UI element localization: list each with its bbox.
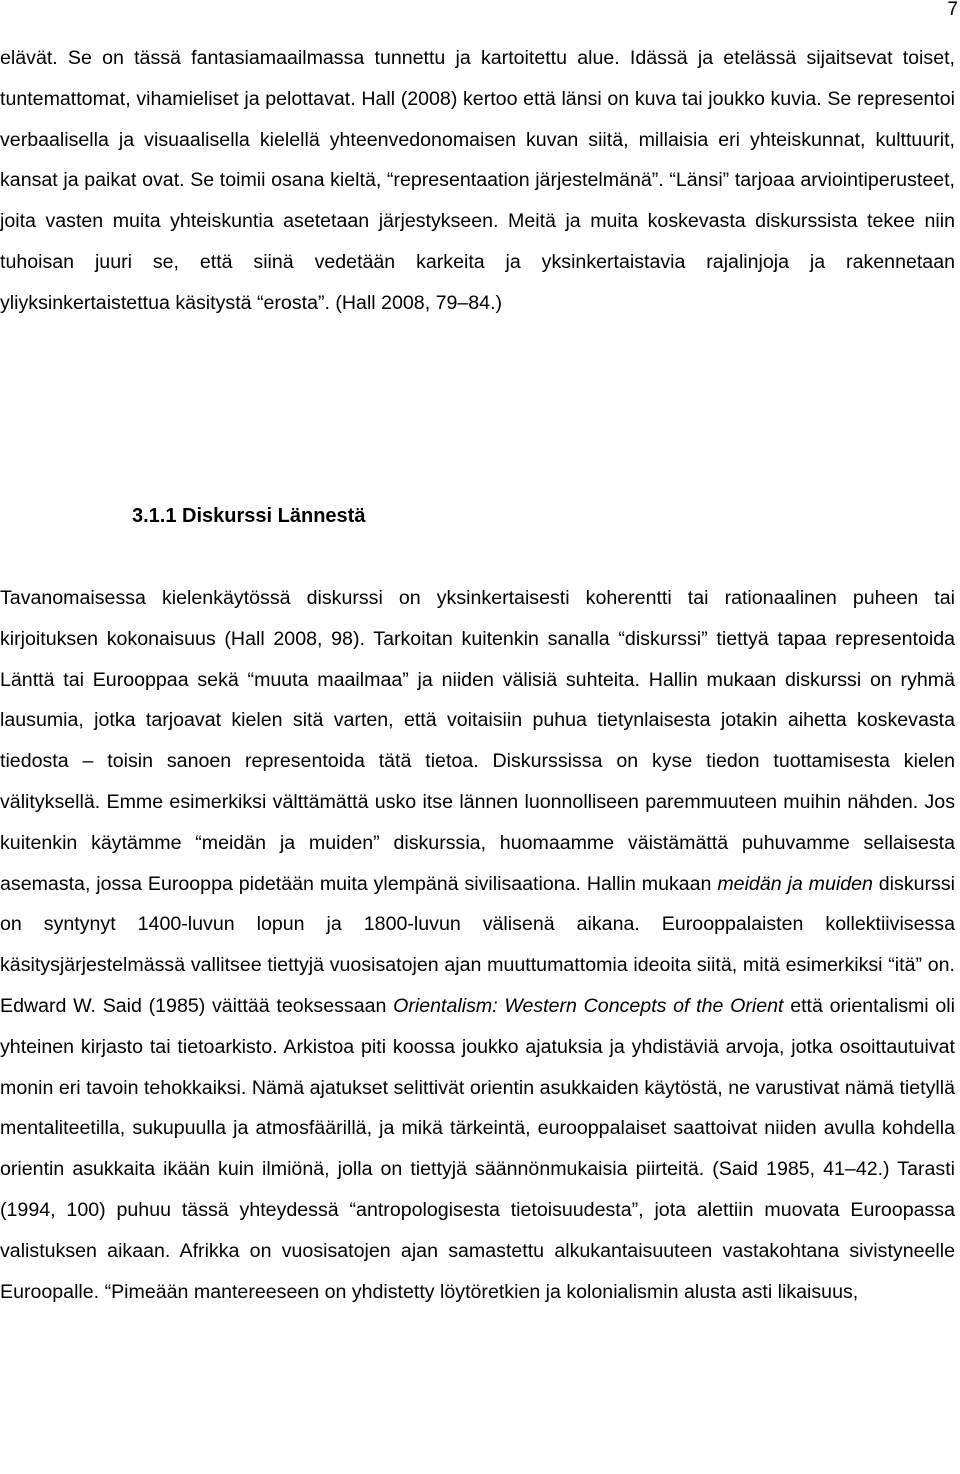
- italic-book-title: Orientalism: Western Concepts of the Orient: [393, 994, 784, 1017]
- paragraph-diskurssi: [0, 578, 955, 1312]
- page-number: 7: [947, 0, 958, 20]
- section-heading: 3.1.1 Diskurssi Lännestä: [132, 505, 366, 527]
- paragraph-text-3: että orientalismi oli yhteinen kirjasto tai tietoarkisto. Arkistoa piti koossa joukko ajatuksia ja yhdistäviä arvoja, jotka osoittautuivat monin eri tavoin tehokkaiksi. Nämä ajatukset selittivät orientin asukkaiden käytöstä, ne varustivat nämä tietyllä mentaliteetilla, sukupuulla ja atmosfäärillä, ja mikä tärkeintä, eurooppalaiset saattoivat niiden avulla kohdella orientin asukkaita ikään kuin ilmiönä, jolla on tiettyjä säännönmukaisia piirteitä. (Said 1985, 41–42.) Tarasti (1994, 100) puhuu tässä yhteydessä “antropologisesta tietoisuudesta”, jota alettiin muovata Euroopassa valistuksen aikaan. Afrikka on vuosisatojen ajan samastettu alkukantaisuuteen vastakohtana sivistyneelle Euroopalle. “Pimeään mantereeseen on yhdistetty löytöretkien ja kolonialismin alusta asti likaisuus,: [0, 994, 955, 1303]
- italic-term-meidan-ja-muiden: meidän ja muiden: [717, 872, 873, 895]
- paragraph-text-2: diskurssi on syntynyt 1400-luvun lopun ja 1800-luvun välisenä aikana. Eurooppalaisten kollektiivisessa käsitysjärjestelmässä vallitsee tiettyjä vuosisatojen ajan muuttumattomia ideoita siitä, mitä esimerkiksi “itä” on. Edward W. Said (1985) väittää teoksessaan: [0, 872, 955, 1017]
- paragraph-text-1: Tavanomaisessa kielenkäytössä diskurssi on yksinkertaisesti koherentti tai rationaalinen puheen tai kirjoituksen kokonaisuus (Hall 2008, 98). Tarkoitan kuitenkin sanalla “diskurssi” tiettyä tapaa representoida Länttä tai Eurooppaa sekä “muuta maailmaa” ja niiden välisiä suhteita. Hallin mukaan diskurssi on ryhmä lausumia, jotka tarjoavat kielen sitä varten, että voitaisiin puhua tietynlaisesta jotakin aihetta koskevasta tiedosta – toisin sanoen representoida tätä tietoa. Diskurssissa on kyse tiedon tuottamisesta kielen välityksellä. Emme esimerkiksi välttämättä usko itse lännen luonnolliseen paremmuuteen muihin nähden. Jos kuitenkin käytämme “meidän ja muiden” diskurssia, huomaamme väistämättä puhuvamme sellaisesta asemasta, jossa Eurooppa pidetään muita ylempänä sivilisaationa. Hallin mukaan: [0, 587, 955, 895]
- paragraph-intro: elävät. Se on tässä fantasiamaailmassa tunnettu ja kartoitettu alue. Idässä ja etelässä sijaitsevat toiset, tuntemattomat, vihamieliset ja pelottavat. Hall (2008) kertoo että länsi on kuva tai joukko kuvia. Se representoi verbaalisella ja visuaalisella kielellä yhteenvedonomaisen kuvan siitä, millaisia eri yhteiskunnat, kulttuurit, kansat ja paikat ovat. Se toimii osana kieltä, “representaation järjestelmänä”. “Länsi” tarjoaa arviointiperusteet, joita vasten muita yhteiskuntia asetetaan järjestykseen. Meitä ja muita koskevasta diskurssista tekee niin tuhoisan juuri se, että siinä vedetään karkeita ja yksinkertaistavia rajalinjoja ja rakennetaan yliyksinkertaistettua käsitystä “erosta”. (Hall 2008, 79–84.): [0, 47, 955, 314]
